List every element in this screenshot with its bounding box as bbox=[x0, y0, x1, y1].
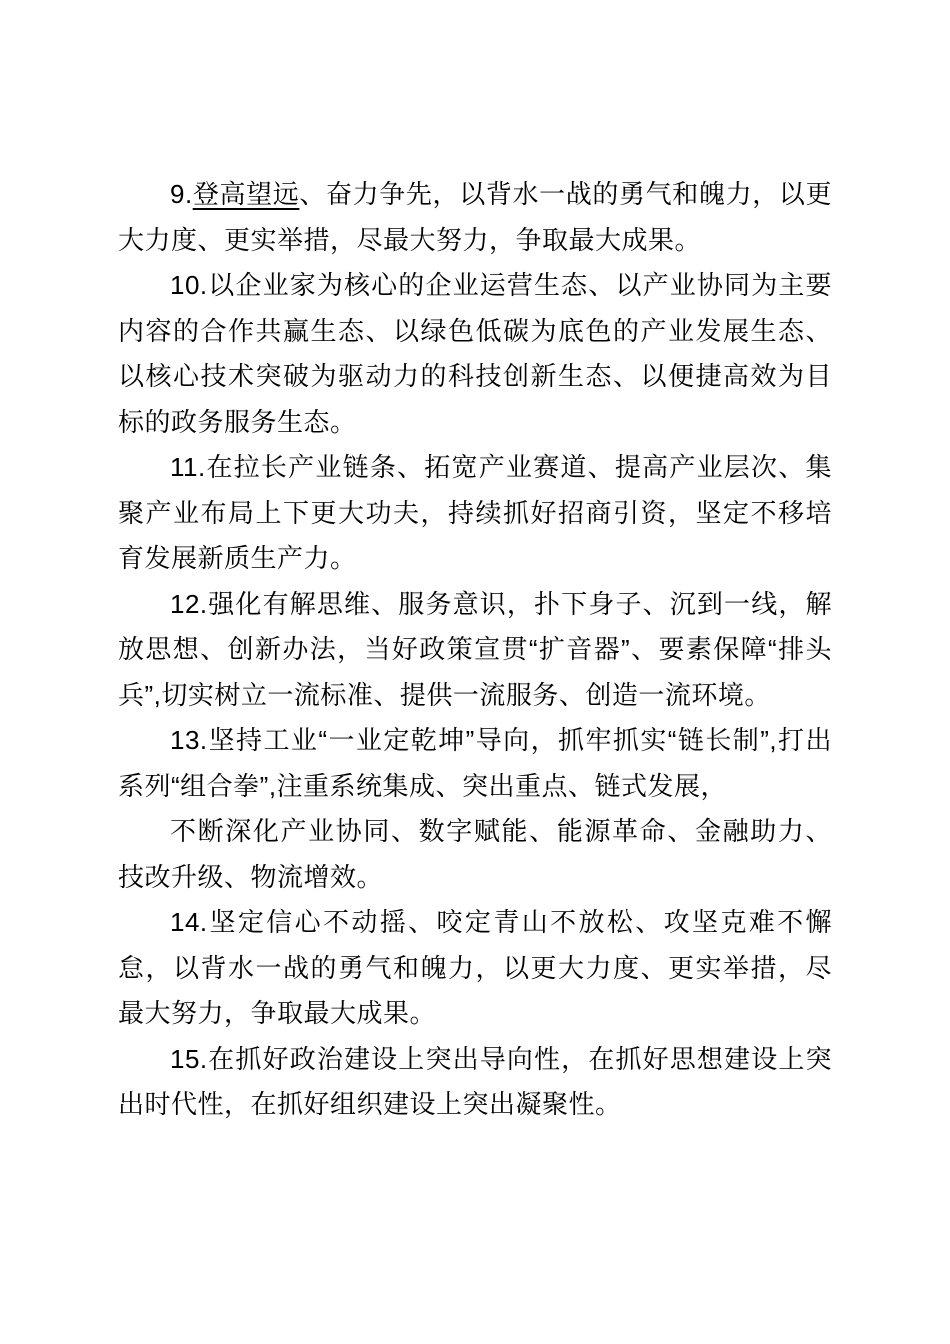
text-run: 14.坚定信心不动摇、咬定青山不放松、攻坚克难不懈怠，以背水一战的勇气和魄力，以更大力度、更实举措，尽最大努力，争取最大成果。 bbox=[118, 907, 832, 1028]
text-run: 不断深化产业协同、数字赋能、能源革命、金融助力、技改升级、物流增效。 bbox=[118, 816, 832, 892]
paragraph-item-13-continued bbox=[118, 809, 832, 900]
paragraph-item-11 bbox=[118, 445, 832, 582]
text-run: 11.在拉长产业链条、拓宽产业赛道、提高产业层次、集聚产业布局上下更大功夫，持续抓好招商引资，坚定不移培育发展新质生产力。 bbox=[118, 452, 832, 573]
paragraph-item-12 bbox=[118, 582, 832, 719]
document-body bbox=[118, 172, 832, 1128]
text-run: 15.在抓好政治建设上突出导向性，在抓好思想建设上突出时代性，在抓好组织建设上突出凝聚性。 bbox=[118, 1043, 832, 1119]
text-run: 12.强化有解思维、服务意识，扑下身子、沉到一线，解放思想、创新办法，当好政策宣贯“扩音器”、要素保障“排头兵”,切实树立一流标准、提供一流服务、创造一流环境。 bbox=[118, 588, 832, 710]
text-run: 、奋力争先，以背水一战的勇气和魄力，以更大力度、更实举措，尽最大努力，争取最大成果。 bbox=[118, 179, 832, 255]
text-run: 10.以企业家为核心的企业运营生态、以产业协同为主要内容的合作共赢生态、以绿色低碳为底色的产业发展生态、以核心技术突破为驱动力的科技创新生态、以便捷高效为目标的政务服务生态。 bbox=[118, 270, 832, 437]
underlined-text: 登高望远 bbox=[192, 179, 300, 209]
paragraph-item-13 bbox=[118, 718, 832, 809]
paragraph-item-10 bbox=[118, 263, 832, 445]
text-run: 13.坚持工业“一业定乾坤”导向，抓牢抓实“链长制”,打出系列“组合拳”,注重系统集成、突出重点、链式发展， bbox=[118, 725, 832, 801]
paragraph-item-15 bbox=[118, 1037, 832, 1128]
paragraph-item-9 bbox=[118, 172, 832, 263]
text-run: 9. bbox=[170, 179, 193, 209]
paragraph-item-14 bbox=[118, 900, 832, 1037]
